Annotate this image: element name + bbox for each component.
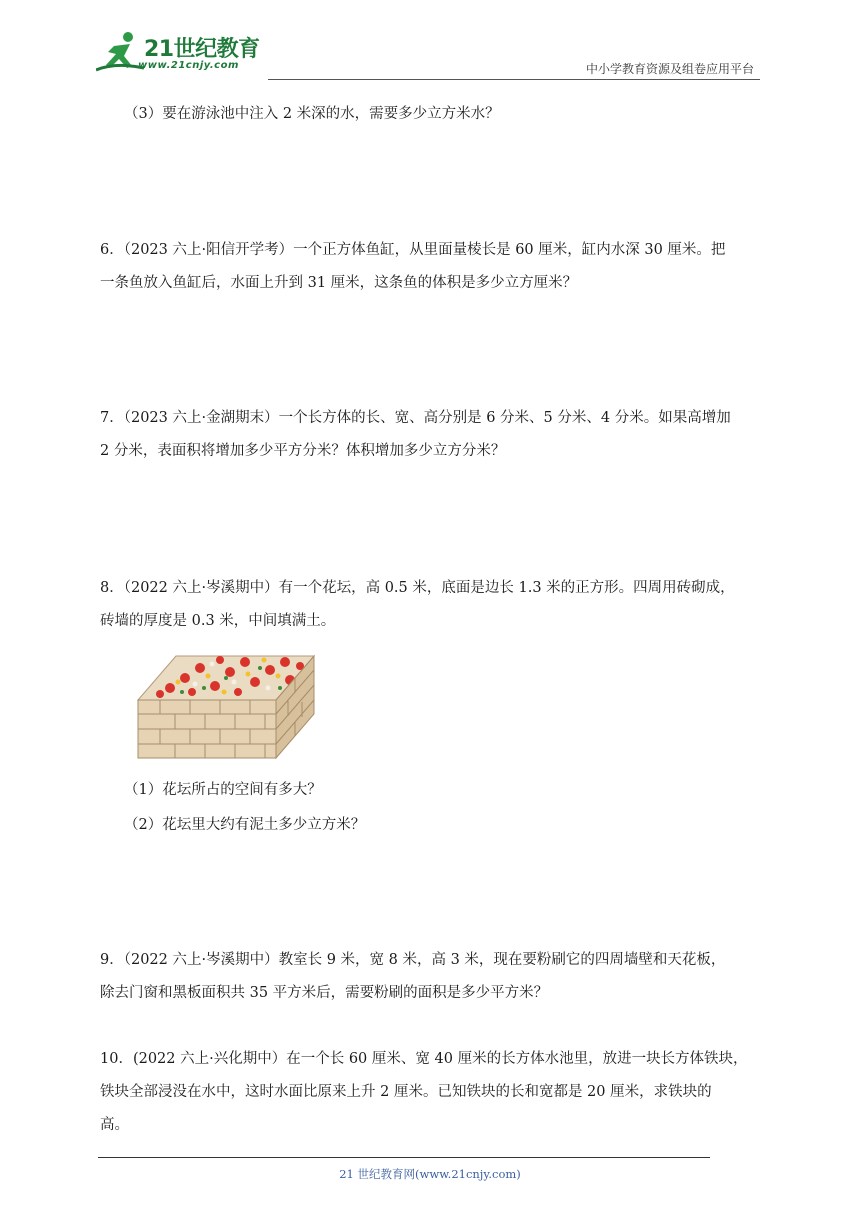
logo-text: 21世纪教育: [144, 37, 260, 62]
footer-divider: [98, 1157, 710, 1158]
q6-line2: 一条鱼放入鱼缸后，水面上升到 31 厘米，这条鱼的体积是多少立方厘米？: [100, 275, 578, 291]
q7-line2: 2 分米，表面积将增加多少平方分米？体积增加多少立方分米？: [100, 443, 506, 459]
q10-line1: 10．(2022 六上·兴化期中）在一个长 60 厘米、宽 40 厘米的长方体水池里，放进一块长方体铁块，: [100, 1051, 748, 1067]
header-divider: [268, 79, 760, 80]
q7-line1: 7．（2023 六上·金湖期末）一个长方体的长、宽、高分别是 6 分米、5 分米、4 分米。如果高增加: [100, 410, 731, 426]
logo-url: www.21cnjy.com: [138, 60, 239, 71]
q8-part2: （2）花坛里大约有泥土多少立方米？: [124, 817, 366, 833]
q10-line2: 铁块全部浸没在水中，这时水面比原来上升 2 厘米。已知铁块的长和宽都是 20 厘米，求铁块的: [100, 1084, 712, 1100]
logo: [96, 28, 266, 80]
q8-line1: 8．（2022 六上·岑溪期中）有一个花坛，高 0.5 米，底面是边长 1.3 米的正方形。四周用砖砌成，: [100, 580, 735, 596]
page-header: [0, 0, 860, 84]
q5-part3: （3）要在游泳池中注入 2 米深的水，需要多少立方米水？: [124, 106, 500, 122]
flower-bed-illustration: [130, 648, 316, 760]
q6-line1: 6．（2023 六上·阳信开学考）一个正方体鱼缸，从里面量棱长是 60 厘米，缸内水深 30 厘米。把: [100, 242, 726, 258]
q9-line2: 除去门窗和黑板面积共 35 平方米后，需要粉刷的面积是多少平方米？: [100, 985, 549, 1001]
q8-part1: （1）花坛所占的空间有多大？: [124, 782, 322, 798]
q8-line2: 砖墙的厚度是 0.3 米，中间填满土。: [100, 613, 336, 629]
q10-line3: 高。: [100, 1117, 129, 1133]
q9-line1: 9．（2022 六上·岑溪期中）教室长 9 米，宽 8 米，高 3 米，现在要粉刷它的四周墙壁和天花板，: [100, 952, 726, 968]
platform-name: 中小学教育资源及组卷应用平台: [585, 62, 754, 76]
footer-text: 21 世纪教育网(www.21cnjy.com): [339, 1167, 521, 1181]
